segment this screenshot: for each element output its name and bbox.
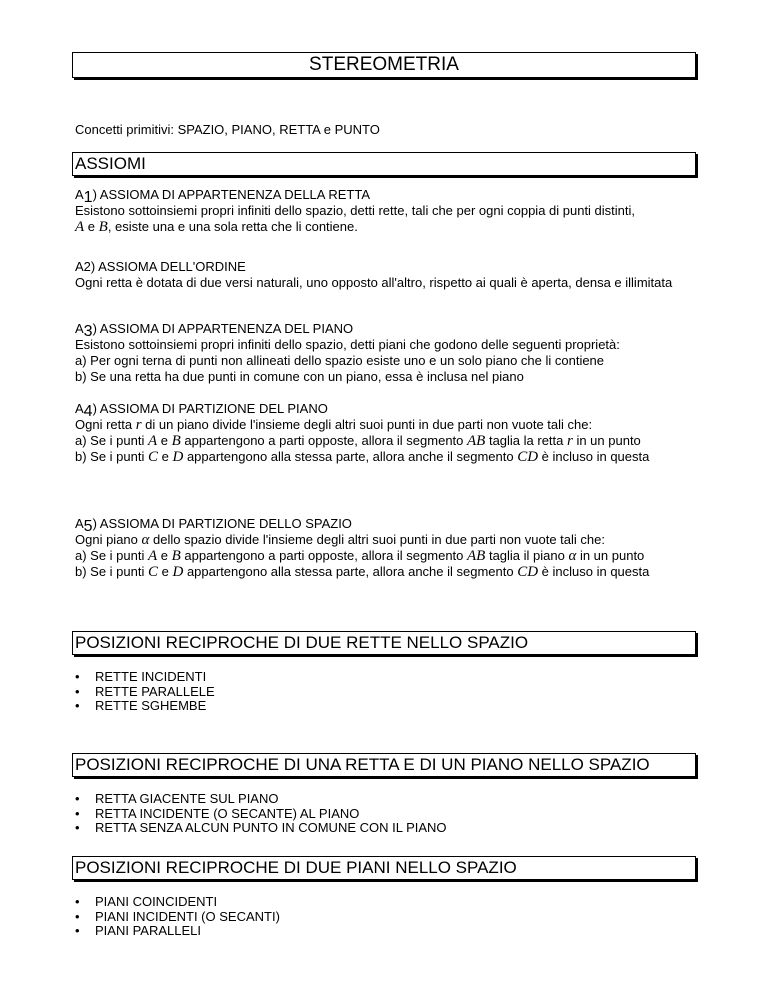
document-title: STEREOMETRIA bbox=[72, 52, 696, 78]
axiom-a4-line: Ogni retta r di un piano divide l'insieme degli altri suoi punti in due parti non vuote tali che: bbox=[75, 417, 593, 433]
axiom-a2 bbox=[75, 259, 695, 291]
list-item: • PIANI PARALLELI bbox=[75, 924, 280, 939]
axiom-a4-item-a: a) Se i punti A e B appartengono a parti opposte, allora il segmento AB taglia la retta r in un punto bbox=[75, 433, 641, 449]
axiom-a5-title: A5) ASSIOMA DI PARTIZIONE DELLO SPAZIO bbox=[75, 516, 352, 535]
list-rette bbox=[75, 670, 215, 714]
list-item: • RETTE INCIDENTI bbox=[75, 670, 215, 685]
axiom-a3 bbox=[75, 321, 695, 385]
list-item: • PIANI COINCIDENTI bbox=[75, 895, 280, 910]
axiom-a1-text: Esistono sottoinsiemi propri infiniti dello spazio, detti rette, tali che per ogni coppia di punti distinti, A e B, esiste una e una sola retta che li contiene. bbox=[75, 203, 636, 235]
axiom-a5 bbox=[75, 516, 695, 580]
list-item: • RETTE PARALLELE bbox=[75, 685, 215, 700]
list-piani bbox=[75, 895, 280, 939]
list-item: • RETTE SGHEMBE bbox=[75, 699, 215, 714]
axiom-a2-title: A2) ASSIOMA DELL'ORDINE bbox=[75, 259, 246, 274]
axiom-a5-item-b: b) Se i punti C e D appartengono alla stessa parte, allora anche il segmento CD è incluso in questa bbox=[75, 564, 650, 580]
section-heading-piani: POSIZIONI RECIPROCHE DI DUE PIANI NELLO SPAZIO bbox=[72, 856, 696, 880]
list-item: • RETTA GIACENTE SUL PIANO bbox=[75, 792, 447, 807]
axiom-a1-title: A1) ASSIOMA DI APPARTENENZA DELLA RETTA bbox=[75, 187, 370, 206]
intro-text: Concetti primitivi: SPAZIO, PIANO, RETTA e PUNTO bbox=[75, 122, 380, 137]
list-item: • PIANI INCIDENTI (O SECANTI) bbox=[75, 910, 280, 925]
axiom-a3-item-a: a) Per ogni terna di punti non allineati dello spazio esiste uno e un solo piano che li contiene bbox=[75, 353, 605, 368]
axiom-a4-item-b: b) Se i punti C e D appartengono alla stessa parte, allora anche il segmento CD è incluso in questa bbox=[75, 449, 650, 465]
axiom-a3-line: Esistono sottoinsiemi propri infiniti dello spazio, detti piani che godono delle seguenti proprietà: bbox=[75, 337, 620, 352]
axiom-a3-title: A3) ASSIOMA DI APPARTENENZA DEL PIANO bbox=[75, 321, 354, 340]
axiom-a2-text: Ogni retta è dotata di due versi naturali, uno opposto all'altro, rispetto ai quali è aperta, densa e illimitata bbox=[75, 275, 673, 290]
section-heading-rette: POSIZIONI RECIPROCHE DI DUE RETTE NELLO SPAZIO bbox=[72, 631, 696, 655]
section-heading-assiomi: ASSIOMI bbox=[72, 152, 696, 176]
list-retta-piano bbox=[75, 792, 447, 836]
list-item: • RETTA INCIDENTE (O SECANTE) AL PIANO bbox=[75, 807, 447, 822]
axiom-a5-line: Ogni piano α dello spazio divide l'insieme degli altri suoi punti in due parti non vuote tali che: bbox=[75, 532, 605, 548]
axiom-a1 bbox=[75, 187, 695, 235]
section-heading-retta-piano: POSIZIONI RECIPROCHE DI UNA RETTA E DI UN PIANO NELLO SPAZIO bbox=[72, 753, 696, 777]
axiom-a5-item-a: a) Se i punti A e B appartengono a parti opposte, allora il segmento AB taglia il piano α in un punto bbox=[75, 548, 645, 564]
list-item: • RETTA SENZA ALCUN PUNTO IN COMUNE CON IL PIANO bbox=[75, 821, 447, 836]
axiom-a4 bbox=[75, 401, 695, 465]
axiom-a4-title: A4) ASSIOMA DI PARTIZIONE DEL PIANO bbox=[75, 401, 328, 420]
axiom-a3-item-b: b) Se una retta ha due punti in comune con un piano, essa è inclusa nel piano bbox=[75, 369, 524, 384]
